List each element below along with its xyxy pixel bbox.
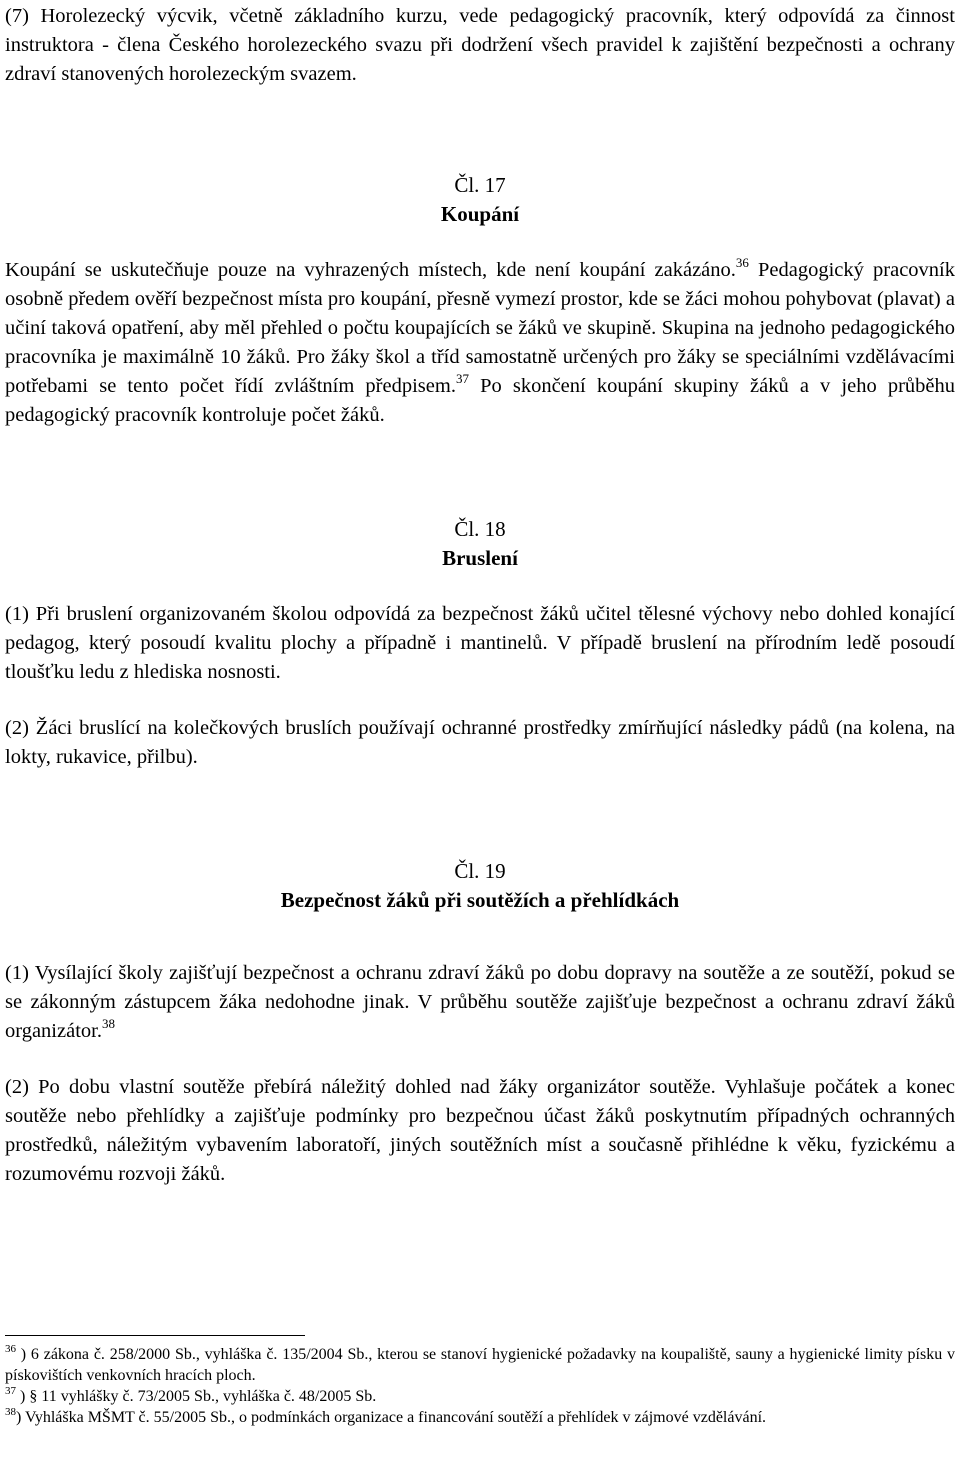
footnote-number: 37 [5,1385,16,1397]
footnote-ref-36: 36 [735,255,749,270]
article-19-text-1: (1) Vysílající školy zajišťují bezpečnost a ochranu zdraví žáků po dobu dopravy na soutěže a ze soutěží, pokud se se zákonným zástupcem žáka nedohodne jinak. V průběhu soutěže zajišťuje bezpečnost a ochranu zdraví žáků organizátor. [5,962,955,1042]
footnote-38 [5,1407,955,1428]
article-18-number: Čl. 18 [454,517,506,541]
footnote-number: 38 [5,1406,16,1418]
footnote-36 [5,1344,955,1386]
footnote-ref-38: 38 [101,1016,115,1031]
article-19-paragraph-2: (2) Po dobu vlastní soutěže přebírá náležitý dohled nad žáky organizátor soutěže. Vyhlašuje počátek a konec soutěže nebo přehlídky a zajišťuje podmínky pro bezpečnou účast žáků poskytnutím případných ochranných prostředků, náležitým vybavením laboratoří, jiných soutěžních míst a současně přihlédne k věku, fyzickému a rozumovému rozvoji žáků. [5,1076,955,1185]
article-18-title: Bruslení [442,546,518,570]
footnote-37 [5,1386,955,1407]
footnote-text: ) Vyhláška MŠMT č. 55/2005 Sb., o podmínkách organizace a financování soutěží a přehlídek v zájmové vzdělávání. [16,1409,767,1426]
article-18-paragraph-1: (1) Při bruslení organizovaném školou odpovídá za bezpečnost žáků učitel tělesné výchovy nebo dohled konající pedagog, který posoudí kvalitu plochy a případně i mantinelů. V případě bruslení na přírodním ledě posoudí tloušťku ledu z hlediska nosnosti. [5,603,955,683]
article-17-text-b: Pedagogický pracovník osobně předem ověří bezpečnost místa pro koupání, přesně vymezí prostor, kde se žáci mohou pohybovat (plavat) a učiní taková opatření, aby měl přehled o počtu koupajících se žáků ve skupině. Skupina na jednoho pedagogického pracovníka je maximálně 10 žáků. Pro žáky škol a tříd samostatně určených pro žáky se speciálními vzdělávacími potřebami se tento počet řídí zvláštním předpisem. [5,259,955,397]
article-17-text-a: Koupání se uskutečňuje pouze na vyhrazených místech, kde není koupání zakázáno. [5,259,736,281]
footnote-number: 36 [5,1343,16,1355]
article-19-title: Bezpečnost žáků při soutěžích a přehlídkách [280,888,680,912]
article-19-paragraph-1 [5,959,955,1046]
article-18-paragraph-2: (2) Žáci bruslící na kolečkových bruslích používají ochranné prostředky zmírňující následky pádů (na kolena, na lokty, rukavice, přilbu). [5,717,955,768]
article-17-text-c: Po skončení koupání skupiny žáků a v jeho průběhu pedagogický pracovník kontroluje počet žáků. [5,375,956,426]
article-17-title: Koupání [440,202,520,226]
article-17-number: Čl. 17 [454,173,506,197]
document-page [5,0,955,1189]
footnotes [5,1344,955,1428]
article-17-paragraph [5,256,955,430]
paragraph-7: (7) Horolezecký výcvik, včetně základního kurzu, vede pedagogický pracovník, který odpovídá za činnost instruktora - člena Českého horolezeckého svazu při dodržení všech pravidel k zajištění bezpečnosti a ochrany zdraví stanovených horolezeckým svazem. [5,5,955,85]
footnote-text: ) § 11 vyhlášky č. 73/2005 Sb., vyhláška č. 48/2005 Sb. [20,1388,377,1405]
footnote-separator [5,1335,305,1336]
footnote-ref-37: 37 [455,371,469,386]
article-19-number: Čl. 19 [454,859,506,883]
footnote-text: ) 6 zákona č. 258/2000 Sb., vyhláška č. 135/2004 Sb., kterou se stanoví hygienické požadavky na koupaliště, sauny a hygienické limity písku v pískovištích venkovních hracích ploch. [5,1346,955,1384]
